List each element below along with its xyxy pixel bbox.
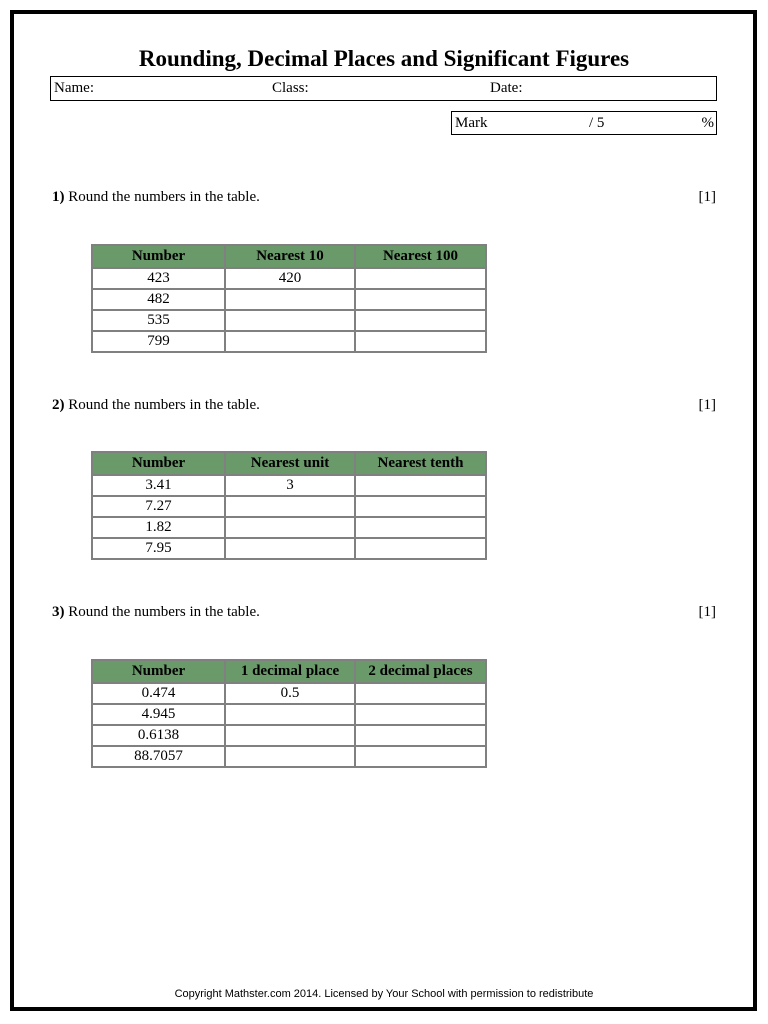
table-row — [92, 331, 486, 352]
header-number: Number — [92, 660, 225, 683]
question-1-marks: [1] — [698, 189, 716, 205]
question-number: 1) — [52, 189, 65, 205]
number-cell: 7.27 — [92, 496, 225, 517]
question-number: 3) — [52, 604, 65, 620]
answer-cell[interactable] — [225, 496, 355, 517]
answer-cell[interactable]: 3 — [225, 475, 355, 496]
date-label: Date: — [490, 80, 523, 96]
answer-cell[interactable] — [355, 331, 486, 352]
name-label: Name: — [54, 80, 94, 96]
answer-cell[interactable] — [225, 704, 355, 725]
question-text: Round the numbers in the table. — [68, 604, 260, 620]
header-col-3: 2 decimal places — [355, 660, 486, 683]
answer-cell[interactable] — [225, 289, 355, 310]
answer-cell[interactable] — [355, 746, 486, 767]
question-text: Round the numbers in the table. — [68, 189, 260, 205]
table-row — [92, 517, 486, 538]
header-col-2: Nearest 10 — [225, 245, 355, 268]
mark-label: Mark — [455, 115, 488, 131]
table-row — [92, 704, 486, 725]
table-row — [92, 725, 486, 746]
answer-cell[interactable] — [355, 683, 486, 704]
class-label: Class: — [272, 80, 309, 96]
answer-cell[interactable] — [225, 725, 355, 746]
question-number: 2) — [52, 397, 65, 413]
table-header-row — [92, 660, 486, 683]
number-cell: 4.945 — [92, 704, 225, 725]
table-row — [92, 475, 486, 496]
question-3-marks: [1] — [698, 604, 716, 620]
answer-cell[interactable] — [355, 725, 486, 746]
table-row — [92, 289, 486, 310]
answer-cell[interactable] — [355, 475, 486, 496]
number-cell: 0.6138 — [92, 725, 225, 746]
student-info-box — [50, 76, 717, 101]
number-cell: 88.7057 — [92, 746, 225, 767]
answer-cell[interactable] — [225, 331, 355, 352]
answer-cell[interactable] — [355, 268, 486, 289]
question-1 — [52, 189, 260, 206]
mark-out-of: / 5 — [589, 115, 605, 131]
table-header-row — [92, 452, 486, 475]
header-number: Number — [92, 452, 225, 475]
answer-cell[interactable] — [355, 310, 486, 331]
table-row — [92, 310, 486, 331]
number-cell: 3.41 — [92, 475, 225, 496]
mark-percent: % — [701, 115, 714, 131]
answer-cell[interactable] — [355, 289, 486, 310]
answer-cell[interactable]: 420 — [225, 268, 355, 289]
answer-cell[interactable] — [225, 746, 355, 767]
header-col-3: Nearest 100 — [355, 245, 486, 268]
number-cell: 535 — [92, 310, 225, 331]
table-row — [92, 268, 486, 289]
answer-cell[interactable] — [355, 704, 486, 725]
answer-cell[interactable] — [355, 517, 486, 538]
page-title: Rounding, Decimal Places and Significant Figures — [138, 46, 630, 71]
answer-cell[interactable] — [355, 538, 486, 559]
mark-box — [451, 111, 717, 135]
table-row — [92, 496, 486, 517]
number-cell: 7.95 — [92, 538, 225, 559]
question-text: Round the numbers in the table. — [68, 397, 260, 413]
header-number: Number — [92, 245, 225, 268]
question-1-table — [91, 244, 487, 353]
answer-cell[interactable] — [225, 517, 355, 538]
number-cell: 0.474 — [92, 683, 225, 704]
answer-cell[interactable] — [225, 538, 355, 559]
question-2-marks: [1] — [698, 397, 716, 413]
number-cell: 799 — [92, 331, 225, 352]
question-2 — [52, 397, 260, 414]
question-3 — [52, 604, 260, 621]
answer-cell[interactable]: 0.5 — [225, 683, 355, 704]
number-cell: 482 — [92, 289, 225, 310]
table-row — [92, 683, 486, 704]
number-cell: 1.82 — [92, 517, 225, 538]
table-row — [92, 746, 486, 767]
answer-cell[interactable] — [225, 310, 355, 331]
header-col-3: Nearest tenth — [355, 452, 486, 475]
question-3-table — [91, 659, 487, 768]
table-row — [92, 538, 486, 559]
table-header-row — [92, 245, 486, 268]
header-col-2: 1 decimal place — [225, 660, 355, 683]
number-cell: 423 — [92, 268, 225, 289]
header-col-2: Nearest unit — [225, 452, 355, 475]
copyright-footer: Copyright Mathster.com 2014. Licensed by Your School with permission to redistribute — [174, 988, 594, 1000]
question-2-table — [91, 451, 487, 560]
answer-cell[interactable] — [355, 496, 486, 517]
